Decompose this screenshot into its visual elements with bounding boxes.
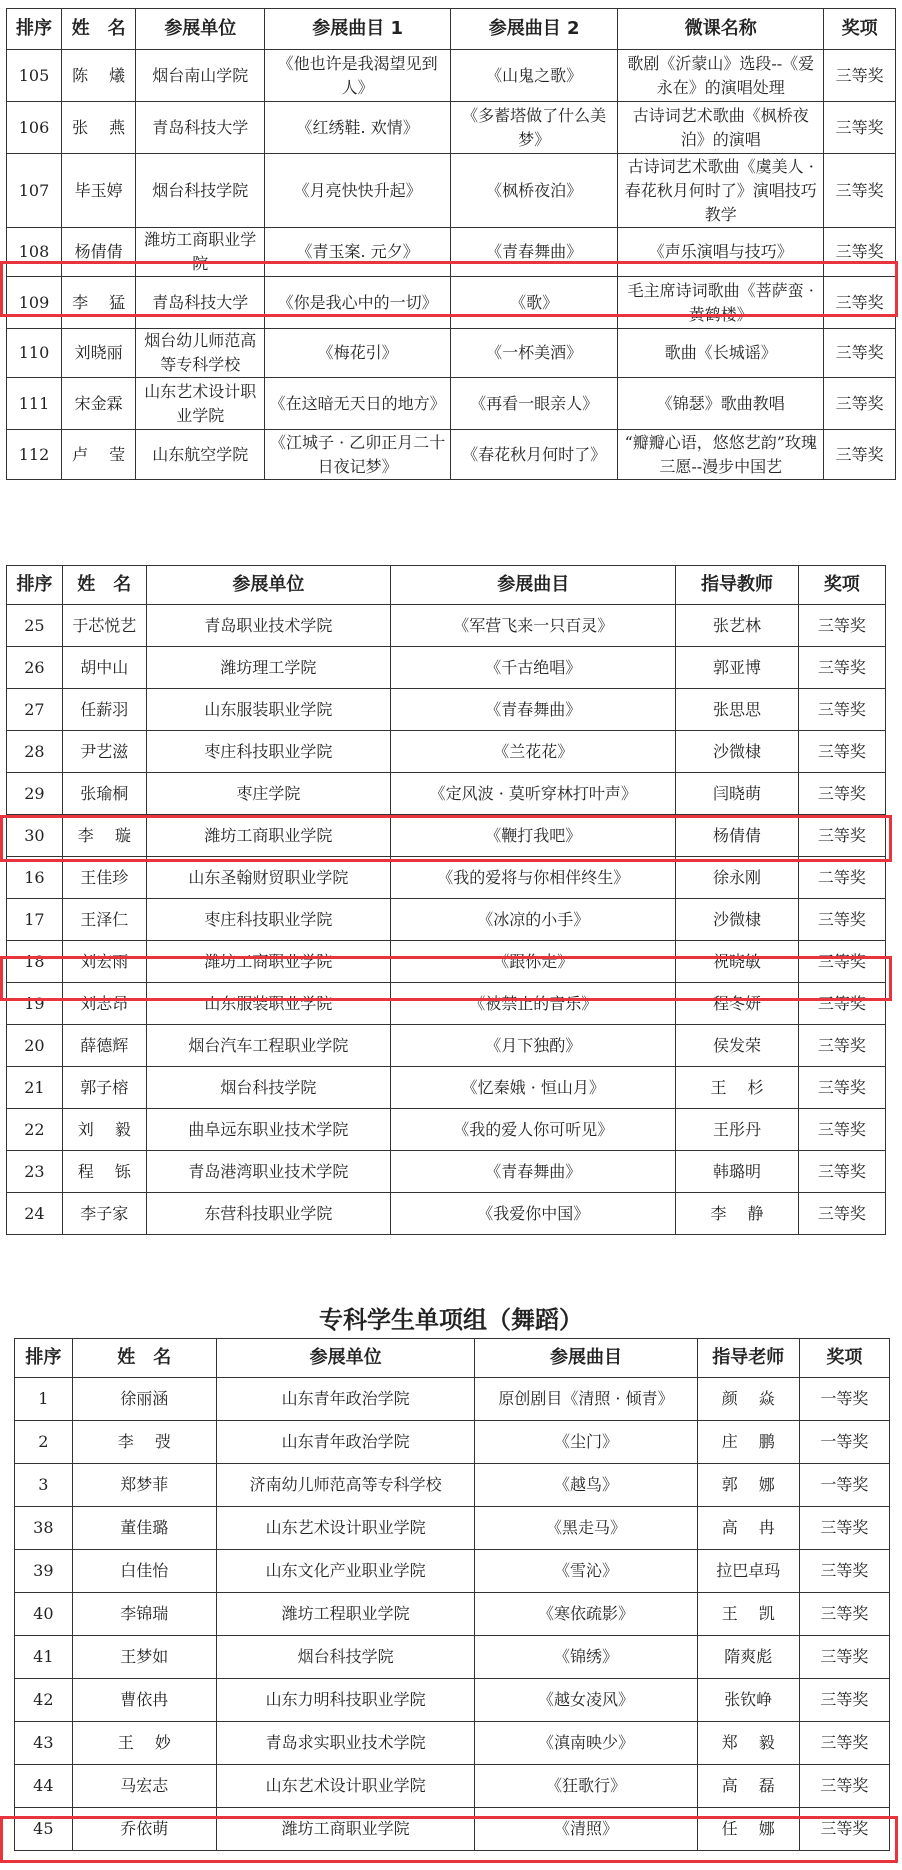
award-table-vocal-students xyxy=(6,565,886,1235)
cell-award: 三等奖 xyxy=(798,983,885,1025)
cell-name: 张 燕 xyxy=(62,102,136,154)
table1-body xyxy=(7,50,896,480)
cell-unit: 山东圣翰财贸职业学院 xyxy=(146,857,390,899)
cell-no: 110 xyxy=(7,329,62,378)
cell-award: 一等奖 xyxy=(799,1378,889,1421)
cell-song1: 《他也许是我渴望见到人》 xyxy=(265,50,450,102)
cell-unit: 烟台幼儿师范高等专科学校 xyxy=(136,329,265,378)
cell-song2: 《山鬼之歌》 xyxy=(450,50,618,102)
cell-award: 三等奖 xyxy=(798,647,885,689)
cell-teacher: 王 杉 xyxy=(676,1067,798,1109)
cell-award: 三等奖 xyxy=(799,1636,889,1679)
cell-song2: 《春花秋月何时了》 xyxy=(450,430,618,480)
table-row xyxy=(7,378,896,430)
cell-award: 三等奖 xyxy=(799,1765,889,1808)
cell-name: 宋金霖 xyxy=(62,378,136,430)
cell-no: 23 xyxy=(7,1151,63,1193)
table-row xyxy=(7,1193,886,1235)
cell-song1: 《你是我心中的一切》 xyxy=(265,277,450,329)
cell-unit: 山东服装职业学院 xyxy=(146,689,390,731)
column-header: 排序 xyxy=(7,9,62,50)
cell-song: 《被禁止的音乐》 xyxy=(391,983,676,1025)
cell-unit: 枣庄科技职业学院 xyxy=(146,899,390,941)
cell-name: 胡中山 xyxy=(62,647,146,689)
cell-no: 28 xyxy=(7,731,63,773)
cell-unit: 潍坊工程职业学院 xyxy=(216,1593,474,1636)
cell-unit: 山东艺术设计职业学院 xyxy=(216,1507,474,1550)
table-row xyxy=(7,983,886,1025)
cell-unit: 山东文化产业职业学院 xyxy=(216,1550,474,1593)
cell-name: 刘 毅 xyxy=(62,1109,146,1151)
column-header: 姓 名 xyxy=(62,566,146,605)
cell-teacher: 拉巴卓玛 xyxy=(697,1550,799,1593)
table2-header-row xyxy=(7,566,886,605)
cell-teacher: 郭 娜 xyxy=(697,1464,799,1507)
cell-no: 109 xyxy=(7,277,62,329)
cell-no: 44 xyxy=(15,1765,73,1808)
cell-course: 毛主席诗词歌曲《菩萨蛮 · 黄鹤楼》 xyxy=(618,277,824,329)
cell-no: 24 xyxy=(7,1193,63,1235)
cell-name: 于芯悦艺 xyxy=(62,605,146,647)
table-row xyxy=(7,731,886,773)
cell-award: 三等奖 xyxy=(824,228,896,277)
cell-unit: 枣庄学院 xyxy=(146,773,390,815)
cell-award: 三等奖 xyxy=(824,378,896,430)
cell-song1: 《青玉案. 元夕》 xyxy=(265,228,450,277)
cell-unit: 山东青年政治学院 xyxy=(216,1378,474,1421)
cell-course: 《锦瑟》歌曲教唱 xyxy=(618,378,824,430)
table-row xyxy=(7,773,886,815)
cell-award: 三等奖 xyxy=(799,1722,889,1765)
table-row xyxy=(15,1808,890,1851)
table-row xyxy=(7,1109,886,1151)
table-row xyxy=(7,277,896,329)
cell-no: 25 xyxy=(7,605,63,647)
table-row xyxy=(7,899,886,941)
cell-name: 曹依冉 xyxy=(72,1679,216,1722)
cell-song2: 《一杯美酒》 xyxy=(450,329,618,378)
cell-name: 徐丽涵 xyxy=(72,1378,216,1421)
cell-song: 《千古绝唱》 xyxy=(391,647,676,689)
cell-song: 《越女凌风》 xyxy=(475,1679,697,1722)
column-header: 奖项 xyxy=(824,9,896,50)
table-row xyxy=(15,1378,890,1421)
cell-song2: 《多蓄塔做了什么美梦》 xyxy=(450,102,618,154)
column-header: 奖项 xyxy=(798,566,885,605)
cell-no: 40 xyxy=(15,1593,73,1636)
cell-unit: 青岛求实职业技术学院 xyxy=(216,1722,474,1765)
cell-no: 21 xyxy=(7,1067,63,1109)
cell-name: 尹艺滋 xyxy=(62,731,146,773)
cell-teacher: 高 冉 xyxy=(697,1507,799,1550)
cell-award: 三等奖 xyxy=(798,1193,885,1235)
cell-name: 杨倩倩 xyxy=(62,228,136,277)
cell-name: 马宏志 xyxy=(72,1765,216,1808)
cell-unit: 烟台科技学院 xyxy=(216,1636,474,1679)
cell-no: 112 xyxy=(7,430,62,480)
cell-song: 《兰花花》 xyxy=(391,731,676,773)
cell-award: 三等奖 xyxy=(798,1067,885,1109)
column-header: 微课名称 xyxy=(618,9,824,50)
cell-unit: 潍坊工商职业学院 xyxy=(146,815,390,857)
cell-award: 三等奖 xyxy=(798,1151,885,1193)
table3-header-row xyxy=(15,1339,890,1378)
cell-no: 20 xyxy=(7,1025,63,1067)
cell-no: 111 xyxy=(7,378,62,430)
table-row xyxy=(7,941,886,983)
cell-teacher: 沙微棣 xyxy=(676,899,798,941)
table-row xyxy=(15,1593,890,1636)
cell-teacher: 侯发荣 xyxy=(676,1025,798,1067)
cell-song: 原创剧目《清照 · 倾青》 xyxy=(475,1378,697,1421)
column-header: 姓 名 xyxy=(62,9,136,50)
cell-award: 三等奖 xyxy=(799,1550,889,1593)
cell-name: 乔依萌 xyxy=(72,1808,216,1851)
award-table-dance xyxy=(14,1338,890,1851)
cell-unit: 东营科技职业学院 xyxy=(146,1193,390,1235)
table1-header-row xyxy=(7,9,896,50)
cell-unit: 烟台科技学院 xyxy=(136,154,265,228)
cell-no: 107 xyxy=(7,154,62,228)
cell-teacher: 隋爽彪 xyxy=(697,1636,799,1679)
cell-award: 三等奖 xyxy=(798,815,885,857)
column-header: 参展单位 xyxy=(146,566,390,605)
cell-song: 《忆秦娥 · 恒山月》 xyxy=(391,1067,676,1109)
cell-song: 《青春舞曲》 xyxy=(391,689,676,731)
cell-teacher: 郭亚博 xyxy=(676,647,798,689)
cell-unit: 济南幼儿师范高等专科学校 xyxy=(216,1464,474,1507)
cell-name: 程 铄 xyxy=(62,1151,146,1193)
cell-teacher: 高 磊 xyxy=(697,1765,799,1808)
cell-name: 王佳珍 xyxy=(62,857,146,899)
table-row xyxy=(7,430,896,480)
cell-song: 《寒依疏影》 xyxy=(475,1593,697,1636)
column-header: 排序 xyxy=(7,566,63,605)
cell-teacher: 杨倩倩 xyxy=(676,815,798,857)
cell-song: 《清照》 xyxy=(475,1808,697,1851)
cell-no: 41 xyxy=(15,1636,73,1679)
cell-unit: 山东艺术设计职业学院 xyxy=(136,378,265,430)
cell-course: 古诗词艺术歌曲《枫桥夜泊》的演唱 xyxy=(618,102,824,154)
cell-course: 歌曲《长城谣》 xyxy=(618,329,824,378)
table-row xyxy=(7,1025,886,1067)
cell-song1: 《红绣鞋. 欢情》 xyxy=(265,102,450,154)
table-row xyxy=(7,647,886,689)
cell-unit: 潍坊工商职业学院 xyxy=(146,941,390,983)
table-row xyxy=(15,1636,890,1679)
cell-unit: 枣庄科技职业学院 xyxy=(146,731,390,773)
cell-song: 《雪沁》 xyxy=(475,1550,697,1593)
cell-no: 43 xyxy=(15,1722,73,1765)
table-row xyxy=(7,689,886,731)
column-header: 参展单位 xyxy=(216,1339,474,1378)
cell-unit: 烟台南山学院 xyxy=(136,50,265,102)
cell-song: 《尘门》 xyxy=(475,1421,697,1464)
cell-name: 郑梦菲 xyxy=(72,1464,216,1507)
cell-award: 一等奖 xyxy=(799,1464,889,1507)
cell-song: 《冰凉的小手》 xyxy=(391,899,676,941)
column-header: 参展曲目 2 xyxy=(450,9,618,50)
table-row xyxy=(7,857,886,899)
column-header: 参展曲目 xyxy=(475,1339,697,1378)
cell-teacher: 祝晓敏 xyxy=(676,941,798,983)
cell-name: 白佳怡 xyxy=(72,1550,216,1593)
cell-no: 26 xyxy=(7,647,63,689)
cell-teacher: 郑 毅 xyxy=(697,1722,799,1765)
award-table-vocal-teachers xyxy=(6,8,896,480)
cell-unit: 潍坊工商职业学院 xyxy=(216,1808,474,1851)
table2-body xyxy=(7,605,886,1235)
column-header: 指导老师 xyxy=(697,1339,799,1378)
cell-no: 2 xyxy=(15,1421,73,1464)
cell-award: 三等奖 xyxy=(798,605,885,647)
cell-no: 17 xyxy=(7,899,63,941)
cell-award: 三等奖 xyxy=(824,430,896,480)
cell-name: 张瑜桐 xyxy=(62,773,146,815)
cell-award: 三等奖 xyxy=(824,50,896,102)
cell-award: 三等奖 xyxy=(798,941,885,983)
cell-teacher: 李 静 xyxy=(676,1193,798,1235)
cell-name: 刘志昂 xyxy=(62,983,146,1025)
cell-song2: 《再看一眼亲人》 xyxy=(450,378,618,430)
column-header: 参展单位 xyxy=(136,9,265,50)
table-row xyxy=(7,1151,886,1193)
cell-no: 106 xyxy=(7,102,62,154)
cell-name: 李 璇 xyxy=(62,815,146,857)
cell-unit: 山东力明科技职业学院 xyxy=(216,1679,474,1722)
cell-teacher: 任 娜 xyxy=(697,1808,799,1851)
cell-course: 古诗词艺术歌曲《虞美人 · 春花秋月何时了》演唱技巧教学 xyxy=(618,154,824,228)
cell-award: 一等奖 xyxy=(799,1421,889,1464)
cell-name: 薛德辉 xyxy=(62,1025,146,1067)
cell-award: 二等奖 xyxy=(798,857,885,899)
cell-award: 三等奖 xyxy=(798,731,885,773)
cell-song2: 《青春舞曲》 xyxy=(450,228,618,277)
table3-body xyxy=(15,1378,890,1851)
table-row xyxy=(15,1507,890,1550)
cell-unit: 青岛职业技术学院 xyxy=(146,605,390,647)
cell-award: 三等奖 xyxy=(798,773,885,815)
cell-unit: 烟台汽车工程职业学院 xyxy=(146,1025,390,1067)
cell-song: 《我爱你中国》 xyxy=(391,1193,676,1235)
table-row xyxy=(15,1550,890,1593)
cell-song: 《黑走马》 xyxy=(475,1507,697,1550)
cell-teacher: 徐永刚 xyxy=(676,857,798,899)
cell-teacher: 沙微棣 xyxy=(676,731,798,773)
cell-no: 39 xyxy=(15,1550,73,1593)
cell-no: 38 xyxy=(15,1507,73,1550)
table-row xyxy=(7,50,896,102)
cell-teacher: 韩璐明 xyxy=(676,1151,798,1193)
table-row xyxy=(7,605,886,647)
cell-unit: 山东航空学院 xyxy=(136,430,265,480)
cell-no: 16 xyxy=(7,857,63,899)
table-row xyxy=(15,1679,890,1722)
cell-teacher: 张钦峥 xyxy=(697,1679,799,1722)
cell-award: 三等奖 xyxy=(798,1025,885,1067)
cell-song2: 《枫桥夜泊》 xyxy=(450,154,618,228)
section-title-dance: 专科学生单项组（舞蹈） xyxy=(319,1306,583,1334)
cell-award: 三等奖 xyxy=(824,329,896,378)
cell-award: 三等奖 xyxy=(824,277,896,329)
cell-song: 《我的爱将与你相伴终生》 xyxy=(391,857,676,899)
table-row xyxy=(7,102,896,154)
cell-unit: 烟台科技学院 xyxy=(146,1067,390,1109)
cell-course: 歌剧《沂蒙山》选段--《爱永在》的演唱处理 xyxy=(618,50,824,102)
cell-name: 郭子榕 xyxy=(62,1067,146,1109)
column-header: 参展曲目 1 xyxy=(265,9,450,50)
table-row xyxy=(7,815,886,857)
cell-name: 刘宏雨 xyxy=(62,941,146,983)
cell-no: 18 xyxy=(7,941,63,983)
cell-song: 《狂歌行》 xyxy=(475,1765,697,1808)
cell-teacher: 王 凯 xyxy=(697,1593,799,1636)
cell-course: “瓣瓣心语，悠悠艺韵”玫瑰三愿--漫步中国艺 xyxy=(618,430,824,480)
column-header: 奖项 xyxy=(799,1339,889,1378)
cell-unit: 潍坊理工学院 xyxy=(146,647,390,689)
cell-song: 《锦绣》 xyxy=(475,1636,697,1679)
cell-song1: 《梅花引》 xyxy=(265,329,450,378)
cell-name: 任薪羽 xyxy=(62,689,146,731)
cell-award: 三等奖 xyxy=(799,1679,889,1722)
cell-name: 毕玉婷 xyxy=(62,154,136,228)
cell-no: 22 xyxy=(7,1109,63,1151)
cell-name: 刘晓丽 xyxy=(62,329,136,378)
cell-song: 《越鸟》 xyxy=(475,1464,697,1507)
cell-no: 105 xyxy=(7,50,62,102)
cell-song1: 《月亮快快升起》 xyxy=(265,154,450,228)
table-row xyxy=(15,1765,890,1808)
cell-song: 《军营飞来一只百灵》 xyxy=(391,605,676,647)
cell-song2: 《歌》 xyxy=(450,277,618,329)
cell-award: 三等奖 xyxy=(799,1593,889,1636)
column-header: 排序 xyxy=(15,1339,73,1378)
cell-teacher: 闫晓萌 xyxy=(676,773,798,815)
cell-no: 19 xyxy=(7,983,63,1025)
cell-teacher: 程冬妍 xyxy=(676,983,798,1025)
cell-name: 王梦如 xyxy=(72,1636,216,1679)
column-header: 指导教师 xyxy=(676,566,798,605)
cell-name: 董佳璐 xyxy=(72,1507,216,1550)
cell-unit: 山东艺术设计职业学院 xyxy=(216,1765,474,1808)
cell-unit: 曲阜远东职业技术学院 xyxy=(146,1109,390,1151)
cell-course: 《声乐演唱与技巧》 xyxy=(618,228,824,277)
cell-song1: 《在这暗无天日的地方》 xyxy=(265,378,450,430)
table-row xyxy=(15,1722,890,1765)
cell-award: 三等奖 xyxy=(824,154,896,228)
cell-no: 29 xyxy=(7,773,63,815)
table-row xyxy=(7,228,896,277)
cell-award: 三等奖 xyxy=(824,102,896,154)
cell-name: 李锦瑞 xyxy=(72,1593,216,1636)
cell-song1: 《江城子 · 乙卯正月二十日夜记梦》 xyxy=(265,430,450,480)
cell-award: 三等奖 xyxy=(799,1808,889,1851)
cell-award: 三等奖 xyxy=(798,689,885,731)
table-row xyxy=(15,1421,890,1464)
table-row xyxy=(7,154,896,228)
cell-no: 3 xyxy=(15,1464,73,1507)
cell-no: 45 xyxy=(15,1808,73,1851)
table-row xyxy=(15,1464,890,1507)
cell-song: 《我的爱人你可听见》 xyxy=(391,1109,676,1151)
cell-teacher: 庄 鹏 xyxy=(697,1421,799,1464)
cell-no: 108 xyxy=(7,228,62,277)
cell-unit: 青岛港湾职业技术学院 xyxy=(146,1151,390,1193)
cell-no: 27 xyxy=(7,689,63,731)
cell-teacher: 张思思 xyxy=(676,689,798,731)
cell-name: 李 猛 xyxy=(62,277,136,329)
cell-name: 陈 爔 xyxy=(62,50,136,102)
cell-name: 李 弢 xyxy=(72,1421,216,1464)
cell-teacher: 张艺林 xyxy=(676,605,798,647)
column-header: 姓 名 xyxy=(72,1339,216,1378)
cell-name: 卢 莹 xyxy=(62,430,136,480)
cell-unit: 青岛科技大学 xyxy=(136,277,265,329)
cell-song: 《定风波 · 莫听穿林打叶声》 xyxy=(391,773,676,815)
cell-unit: 山东青年政治学院 xyxy=(216,1421,474,1464)
cell-song: 《跟你走》 xyxy=(391,941,676,983)
cell-no: 42 xyxy=(15,1679,73,1722)
cell-name: 王泽仁 xyxy=(62,899,146,941)
cell-song: 《月下独酌》 xyxy=(391,1025,676,1067)
cell-award: 三等奖 xyxy=(798,899,885,941)
cell-unit: 山东服装职业学院 xyxy=(146,983,390,1025)
cell-no: 30 xyxy=(7,815,63,857)
cell-song: 《滇南映少》 xyxy=(475,1722,697,1765)
cell-unit: 青岛科技大学 xyxy=(136,102,265,154)
table-row xyxy=(7,329,896,378)
column-header: 参展曲目 xyxy=(391,566,676,605)
table-row xyxy=(7,1067,886,1109)
cell-no: 1 xyxy=(15,1378,73,1421)
cell-teacher: 王彤丹 xyxy=(676,1109,798,1151)
cell-song: 《青春舞曲》 xyxy=(391,1151,676,1193)
cell-teacher: 颜 焱 xyxy=(697,1378,799,1421)
cell-name: 李子家 xyxy=(62,1193,146,1235)
cell-award: 三等奖 xyxy=(798,1109,885,1151)
cell-name: 王 妙 xyxy=(72,1722,216,1765)
cell-unit: 潍坊工商职业学院 xyxy=(136,228,265,277)
cell-award: 三等奖 xyxy=(799,1507,889,1550)
cell-song: 《鞭打我吧》 xyxy=(391,815,676,857)
